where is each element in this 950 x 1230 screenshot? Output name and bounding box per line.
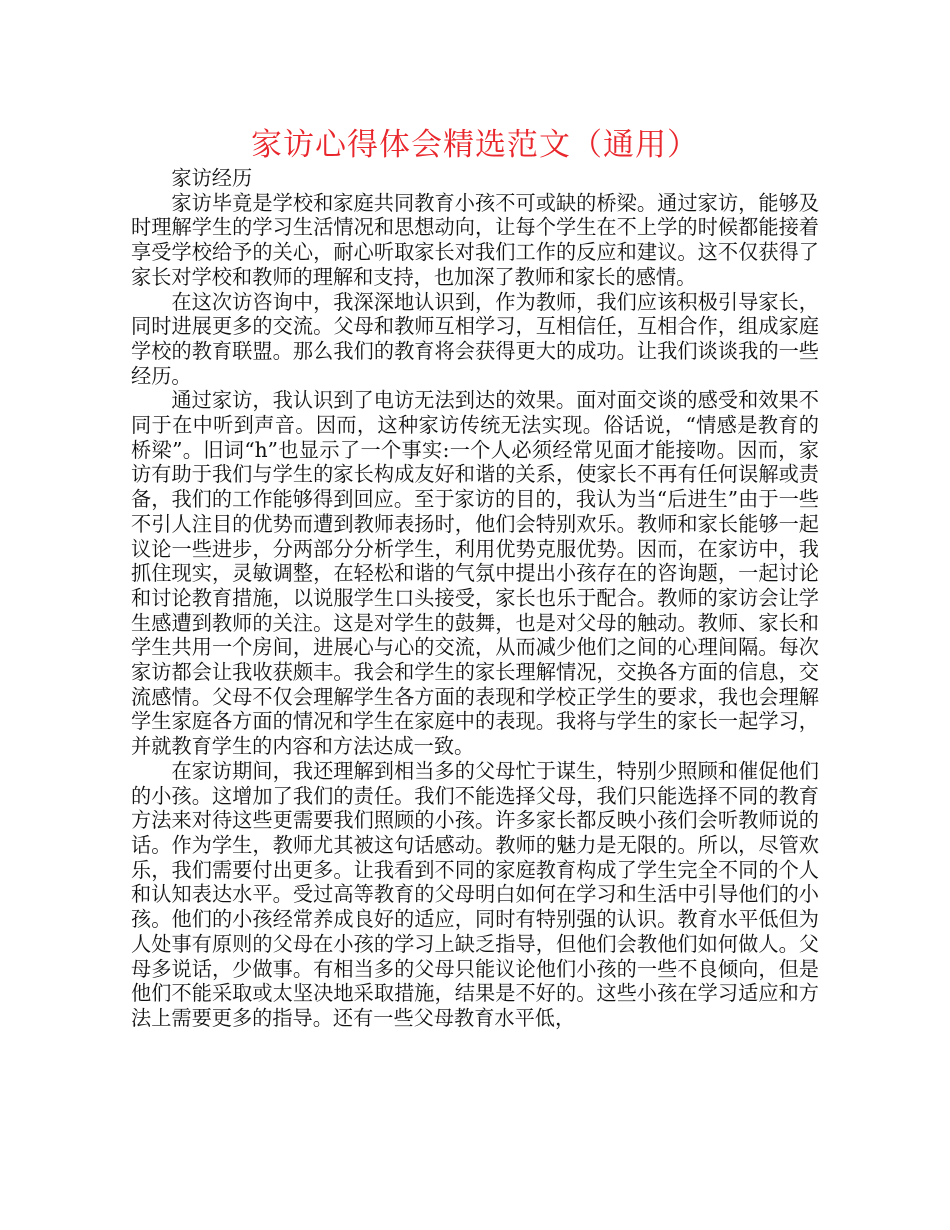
paragraph-1: 家访毕竟是学校和家庭共同教育小孩不可或缺的桥梁。通过家访，能够及时理解学生的学习生活情况和思想动向，让每个学生在不上学的时候都能接着享受学校给予的关心，耐心听取家长对我们工作的反应和建议。这不仅获得了家长对学校和教师的理解和支持，也加深了教师和家长的感情。 [131,190,819,289]
paragraph-2: 在这次访咨询中，我深深地认识到，作为教师，我们应该积极引导家长，同时进展更多的交流。父母和教师互相学习，互相信任，互相合作，组成家庭学校的教育联盟。那么我们的教育将会获得更大的成功。让我们谈谈我的一些经历。 [131,289,819,388]
document-body [131,166,819,1031]
section-heading: 家访经历 [171,166,253,190]
document-title: 家访心得体会精选范文（通用） [251,127,699,163]
paragraph-3: 通过家访，我认识到了电访无法到达的效果。面对面交谈的感受和效果不同于在中听到声音。因而，这种家访传统无法实现。俗话说，“情感是教育的桥梁”。旧词“h”也显示了一个事实:一个人必须经常见面才能接吻。因而，家访有助于我们与学生的家长构成友好和谐的关系，使家长不再有任何误解或责备，我们的工作能够得到回应。至于家访的目的，我认为当“后进生”由于一些不引人注目的优势而遭到教师表扬时，他们会特别欢乐。教师和家长能够一起议论一些进步，分两部分分析学生，利用优势克服优势。因而，在家访中，我抓住现实，灵敏调整，在轻松和谐的气氛中提出小孩存在的咨询题，一起讨论和讨论教育措施，以说服学生口头接受，家长也乐于配合。教师的家访会让学生感遭到教师的关注。这是对学生的鼓舞，也是对父母的触动。教师、家长和学生共用一个房间，进展心与心的交流，从而减少他们之间的心理间隔。每次家访都会让我收获颇丰。我会和学生的家长理解情况，交换各方面的信息，交流感情。父母不仅会理解学生各方面的表现和学校正学生的要求，我也会理解学生家庭各方面的情况和学生在家庭中的表现。我将与学生的家长一起学习，并就教育学生的内容和方法达成一致。 [131,388,819,759]
paragraph-4: 在家访期间，我还理解到相当多的父母忙于谋生，特别少照顾和催促他们的小孩。这增加了我们的责任。我们不能选择父母，我们只能选择不同的教育方法来对待这些更需要我们照顾的小孩。许多家长都反映小孩们会听教师说的话。作为学生，教师尤其被这句话感动。教师的魅力是无限的。所以，尽管欢乐，我们需要付出更多。让我看到不同的家庭教育构成了学生完全不同的个人和认知表达水平。受过高等教育的父母明白如何在学习和生活中引导他们的小孩。他们的小孩经常养成良好的适应，同时有特别强的认识。教育水平低但为人处事有原则的父母在小孩的学习上缺乏指导，但他们会教他们如何做人。父母多说话，少做事。有相当多的父母只能议论他们小孩的一些不良倾向，但是他们不能采取或太坚决地采取措施，结果是不好的。这些小孩在学习适应和方法上需要更多的指导。还有一些父母教育水平低， [131,758,819,1030]
